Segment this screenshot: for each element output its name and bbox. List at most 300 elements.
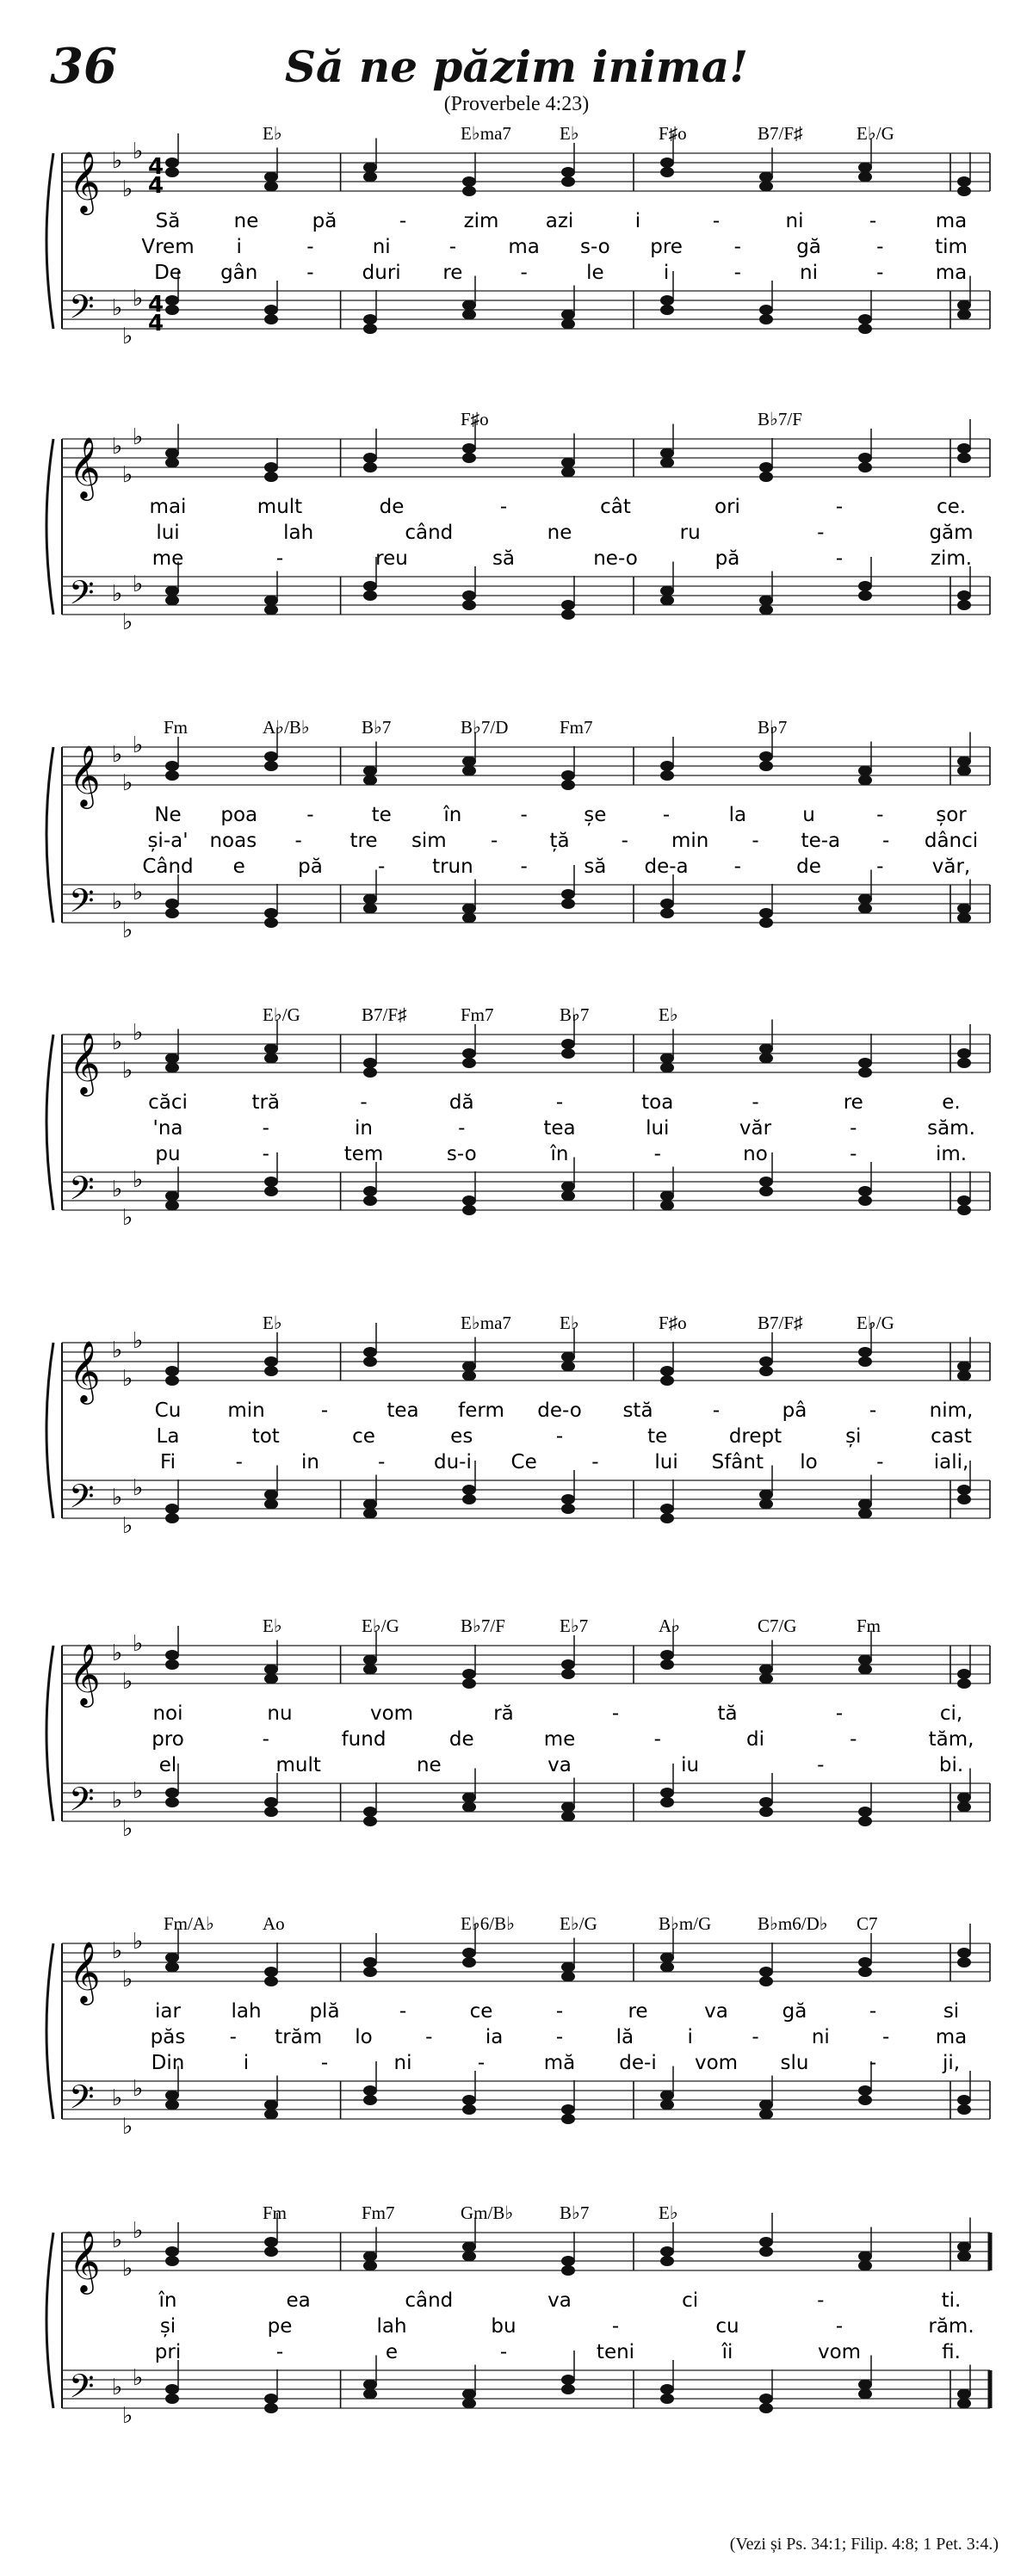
lyric-syllable: Sfânt (711, 1451, 764, 1473)
lyric-syllable: - (399, 2000, 407, 2023)
flat-icon: ♭ (112, 1177, 123, 1202)
lyric-syllable: de-o (537, 1399, 582, 1422)
treble-notehead (858, 766, 872, 776)
lyric-syllable: - (733, 856, 741, 878)
chord-symbol: Fm7 (362, 2202, 395, 2223)
treble-notehead (858, 1067, 872, 1078)
chord-symbol: E♭ (659, 1004, 678, 1025)
treble-notehead (165, 1962, 179, 1973)
lyric-syllable: te (647, 1425, 668, 1448)
flat-icon: ♭ (112, 1640, 123, 1666)
treble-notehead (858, 1967, 872, 1977)
treble-clef-icon: 𝄞 (69, 150, 101, 213)
flat-icon: ♭ (133, 2218, 144, 2244)
treble-notehead (660, 2246, 674, 2257)
treble-notehead (858, 1665, 872, 1675)
treble-notehead (858, 163, 872, 173)
flat-icon: ♭ (133, 424, 144, 450)
bass-notehead (957, 2095, 971, 2105)
treble-notehead (264, 761, 278, 771)
lyric-syllable: - (850, 1728, 857, 1751)
chord-symbol: B♭m6/D♭ (758, 1913, 828, 1934)
bass-notehead (165, 2384, 179, 2394)
treble-notehead (561, 167, 575, 177)
treble-clef-icon: 𝄞 (69, 436, 101, 498)
bass-notehead (561, 1191, 575, 1202)
lyric-syllable: Vrem (141, 236, 195, 258)
treble-clef-icon: 𝄞 (69, 744, 101, 806)
treble-notehead (264, 1053, 278, 1064)
bass-notehead (165, 2091, 179, 2101)
hymn-title: Să ne păzim inima! (284, 41, 749, 92)
treble-notehead (165, 1063, 179, 1073)
treble-notehead (363, 2252, 377, 2262)
lyric-syllable: tră (251, 1091, 281, 1114)
treble-notehead (561, 1048, 575, 1059)
lyric-syllable: - (320, 1399, 329, 1422)
chord-symbol: Fm (857, 1615, 881, 1636)
lyric-syllable: sim (411, 830, 447, 852)
treble-notehead (660, 167, 674, 177)
flat-icon: ♭ (122, 1816, 133, 1842)
bass-notehead (264, 1177, 278, 1187)
lyric-syllable: ma (935, 262, 968, 284)
bass-notehead (561, 2114, 575, 2124)
treble-notehead (759, 2246, 773, 2257)
lyric-syllable: iar (155, 2000, 181, 2023)
bass-notehead (561, 2375, 575, 2385)
hymn-number: 36 (50, 38, 117, 95)
lyric-syllable: pe (267, 2315, 293, 2338)
bass-notehead (363, 2095, 377, 2105)
chord-symbol: B7/F♯ (758, 1313, 803, 1333)
lyric-syllable: în (158, 2289, 177, 2312)
lyric-syllable: ia (485, 2026, 504, 2048)
chord-symbol: E♭6/B♭ (461, 1913, 515, 1934)
bass-notehead (858, 2389, 872, 2400)
lyric-syllable: gă (796, 236, 821, 258)
lyric-syllable: cu (715, 2315, 739, 2338)
chord-symbol: A♭/B♭ (263, 717, 310, 738)
lyric-syllable: - (491, 830, 498, 852)
lyric-syllable: de-i (619, 2052, 657, 2074)
treble-notehead (660, 448, 674, 459)
flat-icon: ♭ (112, 889, 123, 915)
lyric-syllable: lă (615, 2026, 634, 2048)
time-signature-digit: 4 (148, 292, 164, 318)
lyric-syllable: - (262, 1728, 269, 1751)
lyric-syllable: - (360, 1091, 368, 1114)
treble-notehead (957, 1048, 971, 1059)
treble-notehead (957, 1371, 971, 1381)
flat-icon: ♭ (133, 1631, 144, 1657)
treble-notehead (165, 761, 179, 771)
treble-notehead (363, 462, 377, 473)
lyric-syllable: i (634, 210, 641, 232)
lyric-syllable: - (869, 1399, 877, 1422)
bass-notehead (759, 908, 773, 918)
bass-notehead (660, 295, 674, 306)
treble-notehead (660, 458, 674, 468)
treble-notehead (759, 1976, 773, 1986)
lyric-syllable: - (752, 2026, 759, 2048)
lyric-syllable: - (555, 2000, 564, 2023)
lyric-syllable: teni (596, 2341, 635, 2363)
lyric-syllable: - (835, 1702, 844, 1725)
flat-icon: ♭ (122, 1205, 133, 1231)
bass-notehead (462, 600, 476, 610)
treble-notehead (660, 761, 674, 771)
bass-notehead (957, 913, 971, 924)
lyric-syllable: stă (622, 1399, 653, 1422)
chord-symbol: E♭/G (263, 1004, 300, 1025)
treble-notehead (858, 462, 872, 473)
lyric-syllable: u (802, 804, 815, 826)
flat-icon: ♭ (133, 139, 144, 164)
lyric-syllable: - (882, 2026, 890, 2048)
lyric-syllable: - (320, 2052, 329, 2074)
bass-notehead (957, 1205, 971, 1215)
flat-icon: ♭ (122, 917, 133, 943)
treble-notehead (363, 1957, 377, 1968)
bass-notehead (957, 1485, 971, 1495)
chord-symbol: E♭ (560, 123, 579, 144)
bass-notehead (759, 1490, 773, 1500)
flat-icon: ♭ (122, 1058, 133, 1084)
lyric-syllable: - (876, 804, 884, 826)
lyric-syllable: - (555, 2026, 564, 2048)
lyric-syllable: pâ (782, 1399, 807, 1422)
lyric-syllable: Din (151, 2052, 185, 2074)
cross-reference-footer: (Vezi și Ps. 34:1; Filip. 4:8; 1 Pet. 3:4.) (729, 2535, 999, 2554)
bass-notehead (165, 596, 179, 606)
bass-notehead (165, 2394, 179, 2404)
treble-notehead (462, 1371, 476, 1381)
lyric-syllable: ci (682, 2289, 699, 2312)
lyric-syllable: - (869, 2052, 877, 2074)
lyric-syllable: drept (728, 1425, 782, 1448)
bass-notehead (264, 305, 278, 315)
chord-symbol: B♭7/D (461, 717, 509, 738)
lyric-syllable: - (752, 1091, 759, 1114)
bass-notehead (165, 1788, 179, 1798)
lyric-syllable: - (876, 262, 884, 284)
flat-icon: ♭ (122, 176, 133, 202)
flat-icon: ♭ (112, 434, 123, 460)
treble-notehead (858, 1058, 872, 1068)
lyric-syllable: tem (343, 1143, 384, 1165)
flat-icon: ♭ (133, 2076, 144, 2102)
lyric-syllable: i (687, 2026, 693, 2048)
treble-notehead (759, 182, 773, 192)
flat-icon: ♭ (112, 1337, 123, 1363)
treble-notehead (363, 1356, 377, 1367)
treble-clef-icon: 𝄞 (69, 1940, 101, 2003)
bass-notehead (957, 310, 971, 320)
bass-notehead (462, 2399, 476, 2409)
bass-notehead (957, 1494, 971, 1504)
treble-notehead (561, 2256, 575, 2266)
flat-icon: ♭ (112, 581, 123, 607)
flat-icon: ♭ (122, 2403, 133, 2429)
bass-notehead (264, 2110, 278, 2120)
chord-symbol: E♭ (263, 1313, 282, 1333)
treble-notehead (165, 1650, 179, 1660)
lyric-syllable: si (943, 2000, 960, 2023)
treble-notehead (759, 172, 773, 182)
lyric-syllable: - (662, 804, 671, 826)
system-brace (46, 1943, 53, 2119)
treble-notehead (165, 770, 179, 781)
lyric-syllable: - (835, 547, 844, 570)
chord-symbol: E♭ (263, 1615, 282, 1636)
treble-notehead (165, 158, 179, 168)
lyric-syllable: - (621, 830, 628, 852)
treble-notehead (957, 1058, 971, 1068)
bass-clef-icon: 𝄢 (69, 573, 95, 620)
lyric-syllable: azi (545, 210, 574, 232)
lyric-syllable: și (159, 2315, 176, 2338)
treble-notehead (858, 1957, 872, 1968)
treble-notehead (264, 1356, 278, 1367)
lyric-syllable: - (458, 1117, 466, 1140)
treble-notehead (165, 458, 179, 468)
treble-notehead (264, 751, 278, 762)
treble-notehead (165, 2256, 179, 2266)
lyric-syllable: - (477, 2052, 486, 2074)
treble-notehead (264, 172, 278, 182)
bass-notehead (462, 2104, 476, 2115)
lyric-syllable: - (499, 2341, 508, 2363)
bass-notehead (759, 1807, 773, 1817)
flat-icon: ♭ (133, 1328, 144, 1354)
flat-icon: ♭ (112, 1938, 123, 1964)
lyric-syllable: ne (547, 522, 572, 544)
flat-icon: ♭ (112, 295, 123, 321)
lyric-syllable: plă (309, 2000, 340, 2023)
lyric-syllable: când (405, 2289, 454, 2312)
lyric-syllable: tea (387, 1399, 419, 1422)
flat-icon: ♭ (112, 1029, 123, 1055)
lyric-syllable: când (405, 522, 454, 544)
lyric-syllable: trăm (275, 2026, 323, 2048)
bass-notehead (660, 1788, 674, 1798)
bass-notehead (462, 913, 476, 924)
treble-notehead (759, 472, 773, 482)
lyric-syllable: - (817, 1754, 825, 1776)
lyric-syllable: de (796, 856, 821, 878)
treble-notehead (363, 1967, 377, 1977)
treble-notehead (462, 453, 476, 463)
treble-notehead (858, 1356, 872, 1367)
lyric-syllable: tre (349, 830, 378, 852)
flat-icon: ♭ (112, 2375, 123, 2400)
lyric-syllable: i (236, 236, 242, 258)
chord-symbol: B♭7/F (758, 409, 802, 429)
treble-notehead (462, 1957, 476, 1968)
bass-clef-icon: 𝄢 (69, 1169, 95, 1215)
treble-notehead (561, 1962, 575, 1973)
bass-notehead (957, 1195, 971, 1206)
treble-notehead (363, 172, 377, 182)
treble-notehead (561, 1039, 575, 1049)
bass-notehead (858, 2085, 872, 2096)
treble-notehead (660, 1953, 674, 1963)
treble-notehead (957, 757, 971, 767)
bass-notehead (759, 2403, 773, 2413)
lyric-syllable: căci (148, 1091, 188, 1114)
chord-symbol: Fm (263, 2202, 288, 2223)
lyric-syllable: - (817, 522, 825, 544)
treble-notehead (165, 1375, 179, 1386)
lyric-syllable: reu (375, 547, 408, 570)
bass-notehead (957, 904, 971, 914)
lyric-syllable: și-a' (147, 830, 189, 852)
bass-notehead (264, 2394, 278, 2404)
treble-clef-icon: 𝄞 (69, 2229, 101, 2292)
bass-notehead (165, 1513, 179, 1523)
chord-symbol: Fm (164, 717, 189, 738)
lyric-syllable: duri (362, 262, 401, 284)
treble-notehead (363, 2261, 377, 2271)
bass-notehead (660, 586, 674, 596)
lyric-syllable: dă (448, 1091, 474, 1114)
lyric-syllable: ti. (941, 2289, 962, 2312)
lyric-syllable: ma (935, 2026, 968, 2048)
time-signature-digit: 4 (148, 311, 164, 337)
lyric-syllable: pă (298, 856, 323, 878)
flat-icon: ♭ (133, 1020, 144, 1046)
bass-notehead (561, 609, 575, 620)
treble-notehead (660, 1366, 674, 1376)
lyric-syllable: ma (935, 210, 968, 232)
lyric-syllable: - (876, 856, 884, 878)
lyric-syllable: iu (681, 1754, 700, 1776)
bass-notehead (462, 2095, 476, 2105)
bass-notehead (264, 917, 278, 928)
treble-notehead (561, 1352, 575, 1362)
bass-notehead (165, 908, 179, 918)
lyric-syllable: - (752, 830, 759, 852)
bass-notehead (858, 894, 872, 905)
lyric-syllable: va (547, 1754, 572, 1776)
bass-notehead (462, 1205, 476, 1215)
bass-notehead (660, 899, 674, 909)
bass-notehead (957, 2389, 971, 2400)
lyric-syllable: - (235, 1451, 243, 1473)
lyric-syllable: nu (267, 1702, 293, 1725)
lyric-syllable: ea (286, 2289, 311, 2312)
lyric-syllable: cast (931, 1425, 972, 1448)
treble-notehead (957, 453, 971, 463)
bass-notehead (561, 319, 575, 330)
bass-notehead (759, 596, 773, 606)
treble-notehead (165, 1953, 179, 1963)
treble-notehead (462, 757, 476, 767)
lyric-syllable: la (728, 804, 747, 826)
chord-symbol: E♭/G (857, 1313, 894, 1333)
lyric-syllable: lah (376, 2315, 407, 2338)
lyric-syllable: răm. (928, 2315, 974, 2338)
lyric-syllable: le (586, 262, 604, 284)
lyric-syllable: - (555, 1091, 564, 1114)
lyric-syllable: zim (463, 210, 499, 232)
bass-notehead (858, 590, 872, 601)
bass-notehead (858, 2380, 872, 2390)
bass-notehead (462, 1793, 476, 1803)
bass-notehead (462, 1494, 476, 1504)
bass-notehead (660, 2100, 674, 2110)
lyric-syllable: dânci (924, 830, 979, 852)
chord-symbol: E♭ma7 (461, 123, 511, 144)
bass-notehead (957, 1793, 971, 1803)
treble-notehead (561, 2265, 575, 2276)
bass-clef-icon: 𝄢 (69, 1780, 95, 1826)
bass-notehead (759, 917, 773, 928)
system-brace (46, 153, 53, 329)
lyric-syllable: - (653, 1728, 661, 1751)
treble-notehead (561, 780, 575, 790)
lyric-syllable: tot (251, 1425, 280, 1448)
lyric-syllable: min (227, 1399, 265, 1422)
lyric-syllable: - (399, 210, 407, 232)
bass-notehead (957, 2399, 971, 2409)
bass-notehead (264, 605, 278, 615)
lyric-syllable: lah (231, 2000, 262, 2023)
flat-icon: ♭ (112, 1788, 123, 1813)
flat-icon: ♭ (122, 1669, 133, 1695)
bass-notehead (363, 2380, 377, 2390)
flat-icon: ♭ (133, 1475, 144, 1501)
lyric-syllable: ni (811, 2026, 830, 2048)
bass-notehead (264, 2100, 278, 2110)
treble-notehead (759, 1674, 773, 1684)
bass-notehead (858, 1807, 872, 1817)
lyric-syllable: - (499, 496, 508, 518)
lyric-syllable: pu (155, 1143, 181, 1165)
treble-notehead (561, 176, 575, 187)
lyric-syllable: de (448, 1728, 474, 1751)
chord-symbol: E♭7 (560, 1615, 589, 1636)
lyric-syllable: - (378, 1451, 386, 1473)
lyric-syllable: te (371, 804, 392, 826)
lyric-syllable: Cu (154, 1399, 182, 1422)
treble-notehead (363, 1067, 377, 1078)
lyric-syllable: ferm (458, 1399, 504, 1422)
bass-notehead (660, 305, 674, 315)
lyric-syllable: tă (717, 1702, 738, 1725)
treble-notehead (660, 1053, 674, 1064)
treble-notehead (759, 751, 773, 762)
lyric-syllable: - (835, 496, 844, 518)
lyric-syllable: - (294, 830, 302, 852)
bass-notehead (660, 596, 674, 606)
lyric-syllable: re (843, 1091, 863, 1114)
lyric-syllable: zim. (930, 547, 973, 570)
bass-notehead (165, 586, 179, 596)
bass-notehead (957, 600, 971, 610)
lyric-syllable: Când (142, 856, 194, 878)
lyric-syllable: - (869, 2000, 877, 2023)
treble-notehead (759, 1665, 773, 1675)
lyric-syllable: mult (275, 1754, 321, 1776)
flat-icon: ♭ (112, 742, 123, 768)
treble-notehead (264, 1366, 278, 1376)
treble-clef-icon: 𝄞 (69, 1642, 101, 1705)
lyric-syllable: ru (679, 522, 701, 544)
chord-symbol: F♯o (659, 1313, 687, 1333)
chord-symbol: B♭7 (560, 2202, 590, 2223)
